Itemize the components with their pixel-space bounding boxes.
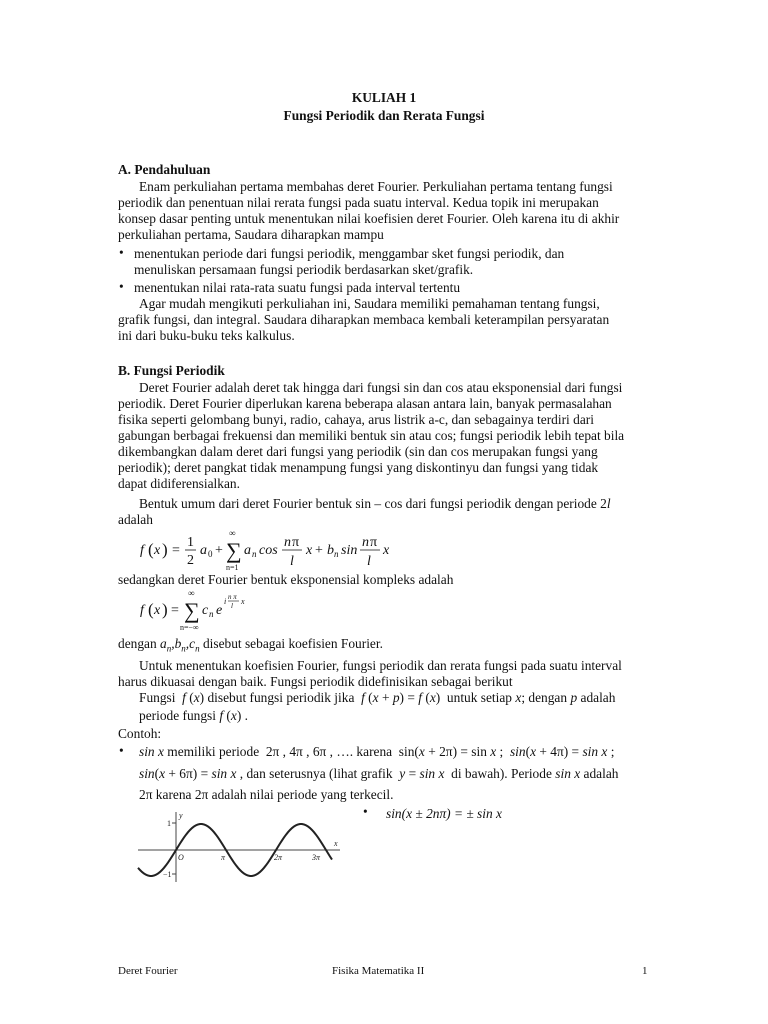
svg-text:e: e <box>216 603 223 618</box>
paragraph-line: Agar mudah mengikuti perkuliahan ini, Saudara memiliki pemahaman tentang fungsi, <box>139 296 600 311</box>
svg-text:b: b <box>327 543 334 558</box>
svg-text:l: l <box>367 554 371 569</box>
svg-text:n: n <box>252 549 257 559</box>
svg-text:(: ( <box>148 540 154 559</box>
bullet-text: menentukan periode dari fungsi periodik, menggambar sket fungsi periodik, dan <box>134 246 565 261</box>
tick-label-neg1: −1 <box>163 870 172 879</box>
svg-text:): ) <box>162 540 168 559</box>
fourier-exponential-equation <box>138 590 258 634</box>
example-line: 2π karena 2π adalah nilai periode yang terkecil. <box>139 787 394 802</box>
svg-text:n π: n π <box>228 593 237 601</box>
svg-text:c: c <box>202 603 209 618</box>
bullet-text: menuliskan persamaan fungsi periodik berdasarkan sket/grafik. <box>134 262 474 277</box>
svg-text:cos: cos <box>259 543 278 558</box>
bullet-icon: • <box>119 245 124 260</box>
svg-text:): ) <box>162 600 168 619</box>
coefficient-line: dengan $a_n,b_n,c_n$ disebut sebagai koefisien Fourier. <box>118 636 383 654</box>
svg-text:+: + <box>315 543 323 558</box>
paragraph-line: gabungan berbagai frekuensi dan memiliki bentuk sin atau cos; fungsi periodik lebih tepat bila <box>118 428 625 443</box>
paragraph-line: konsep dasar penting untuk menentukan nilai koefisien deret Fourier. Oleh karena itu di akhir <box>118 211 620 226</box>
example-line: sin(x + 6π) = sin x , dan seterusnya (lihat grafik y = sin x di bawah). Periode sin x adalah <box>139 766 619 781</box>
svg-text:l: l <box>290 554 294 569</box>
paragraph-line: Untuk menentukan koefisien Fourier, fungsi periodik dan rerata fungsi pada suatu interval <box>139 658 622 673</box>
svg-text:n: n <box>284 535 291 550</box>
svg-text:=: = <box>171 603 179 618</box>
svg-text:n: n <box>209 609 214 619</box>
section-b-heading: B. Fungsi Periodik <box>118 363 225 378</box>
paragraph-line: adalah <box>118 512 153 527</box>
footer-center: Fisika Matematika II <box>332 965 425 977</box>
svg-text:i: i <box>224 597 227 606</box>
fourier-sincos-equation <box>138 528 388 578</box>
paragraph-line: dapat didiferensialkan. <box>118 476 240 491</box>
svg-text:+: + <box>215 543 223 558</box>
svg-text:l: l <box>231 602 233 610</box>
svg-text:=: = <box>172 543 180 558</box>
definition-line: periode fungsi f (x) . <box>139 708 248 723</box>
paragraph-line: sedangkan deret Fourier bentuk eksponensial kompleks adalah <box>118 572 454 587</box>
example-line: sin x memiliki periode 2π , 4π , 6π , …. karena sin(x + 2π) = sin x ; sin(x + 4π) = sin x ; <box>139 744 615 759</box>
svg-text:a: a <box>244 543 251 558</box>
example-right-formula: sin(x ± 2nπ) = ± sin x <box>386 806 502 821</box>
tick-label-3pi: 3π <box>312 853 321 862</box>
paragraph-line: periodik dan penentuan nilai rerata fungsi pada suatu interval. Kedua topik ini merupakan <box>118 195 599 210</box>
svg-text:n=−∞: n=−∞ <box>180 623 199 632</box>
svg-text:x: x <box>306 543 313 558</box>
paragraph-line: periodik); deret pangkat tidak menampung fungsi yang diskontinyu dan fungsi yang tidak <box>118 460 599 475</box>
svg-text:∞: ∞ <box>188 588 195 598</box>
paragraph-line: perkuliahan pertama, Saudara diharapkan mampu <box>118 227 384 242</box>
svg-text:0: 0 <box>208 549 213 559</box>
svg-text:∞: ∞ <box>229 528 236 538</box>
paragraph-line: grafik fungsi, dan integral. Saudara diharapkan membaca kembali keterampilan persyaratan <box>118 312 610 327</box>
y-axis-label: y <box>179 811 183 820</box>
tick-label-pi: π <box>221 853 226 862</box>
svg-text:2: 2 <box>187 553 194 568</box>
section-a-heading: A. Pendahuluan <box>118 162 211 177</box>
svg-text:∑: ∑ <box>226 538 242 563</box>
paragraph-line: harus dikuasai dengan baik. Fungsi periodik didefinisikan sebagai berikut <box>118 674 513 689</box>
bullet-text: menentukan nilai rata-rata suatu fungsi pada interval tertentu <box>134 280 461 295</box>
svg-text:x: x <box>154 603 161 618</box>
svg-text:(: ( <box>148 600 154 619</box>
svg-text:n=1: n=1 <box>226 563 239 572</box>
svg-text:a: a <box>200 543 207 558</box>
svg-text:π: π <box>292 535 300 550</box>
svg-text:f: f <box>140 603 144 618</box>
lecture-number: KULIAH 1 <box>351 90 417 105</box>
svg-text:x: x <box>241 597 245 606</box>
paragraph-line: Bentuk umum dari deret Fourier bentuk sin – cos dari fungsi periodik dengan periode 2l <box>139 496 611 511</box>
paragraph-line: periodik. Deret Fourier diperlukan karena beberapa alasan antara lain, banyak permasalahan <box>118 396 612 411</box>
paragraph-line: dikembangkan dalam deret dari fungsi yang periodik (sin dan cos merupakan fungsi yang <box>118 444 598 459</box>
svg-text:x: x <box>154 543 161 558</box>
svg-text:1: 1 <box>187 535 194 550</box>
tick-label-2pi: 2π <box>274 853 283 862</box>
sine-graph <box>134 808 344 888</box>
bullet-icon: • <box>119 743 124 758</box>
paragraph-line: ini dari buku-buku teks kalkulus. <box>118 328 295 343</box>
bullet-icon: • <box>119 279 124 294</box>
svg-text:n: n <box>334 549 339 559</box>
example-heading: Contoh: <box>118 726 162 741</box>
bullet-icon: • <box>363 804 368 819</box>
svg-text:x: x <box>383 543 390 558</box>
svg-text:∑: ∑ <box>184 598 200 623</box>
page-title: Fungsi Periodik dan Rerata Fungsi <box>283 108 485 123</box>
paragraph-line: Deret Fourier adalah deret tak hingga dari fungsi sin dan cos atau eksponensial dari fungsi <box>139 380 623 395</box>
paragraph-line: Enam perkuliahan pertama membahas deret Fourier. Perkuliahan pertama tentang fungsi <box>139 179 613 194</box>
page-number: 1 <box>642 965 648 977</box>
definition-line: Fungsi f (x) disebut fungsi periodik jika f (x + p) = f (x) untuk setiap x; dengan p adalah <box>139 690 616 705</box>
svg-text:π: π <box>370 535 378 550</box>
svg-text:f: f <box>140 543 144 558</box>
origin-label: O <box>178 853 184 862</box>
footer-left: Deret Fourier <box>118 965 178 977</box>
svg-text:n: n <box>362 535 369 550</box>
svg-text:sin: sin <box>341 543 358 558</box>
x-axis-label: x <box>334 839 338 848</box>
tick-label-1: 1 <box>167 819 171 828</box>
paragraph-line: fisika seperti gelombang bunyi, radio, cahaya, arus listrik a-c, dan sebagainya terdiri dari <box>118 412 594 427</box>
